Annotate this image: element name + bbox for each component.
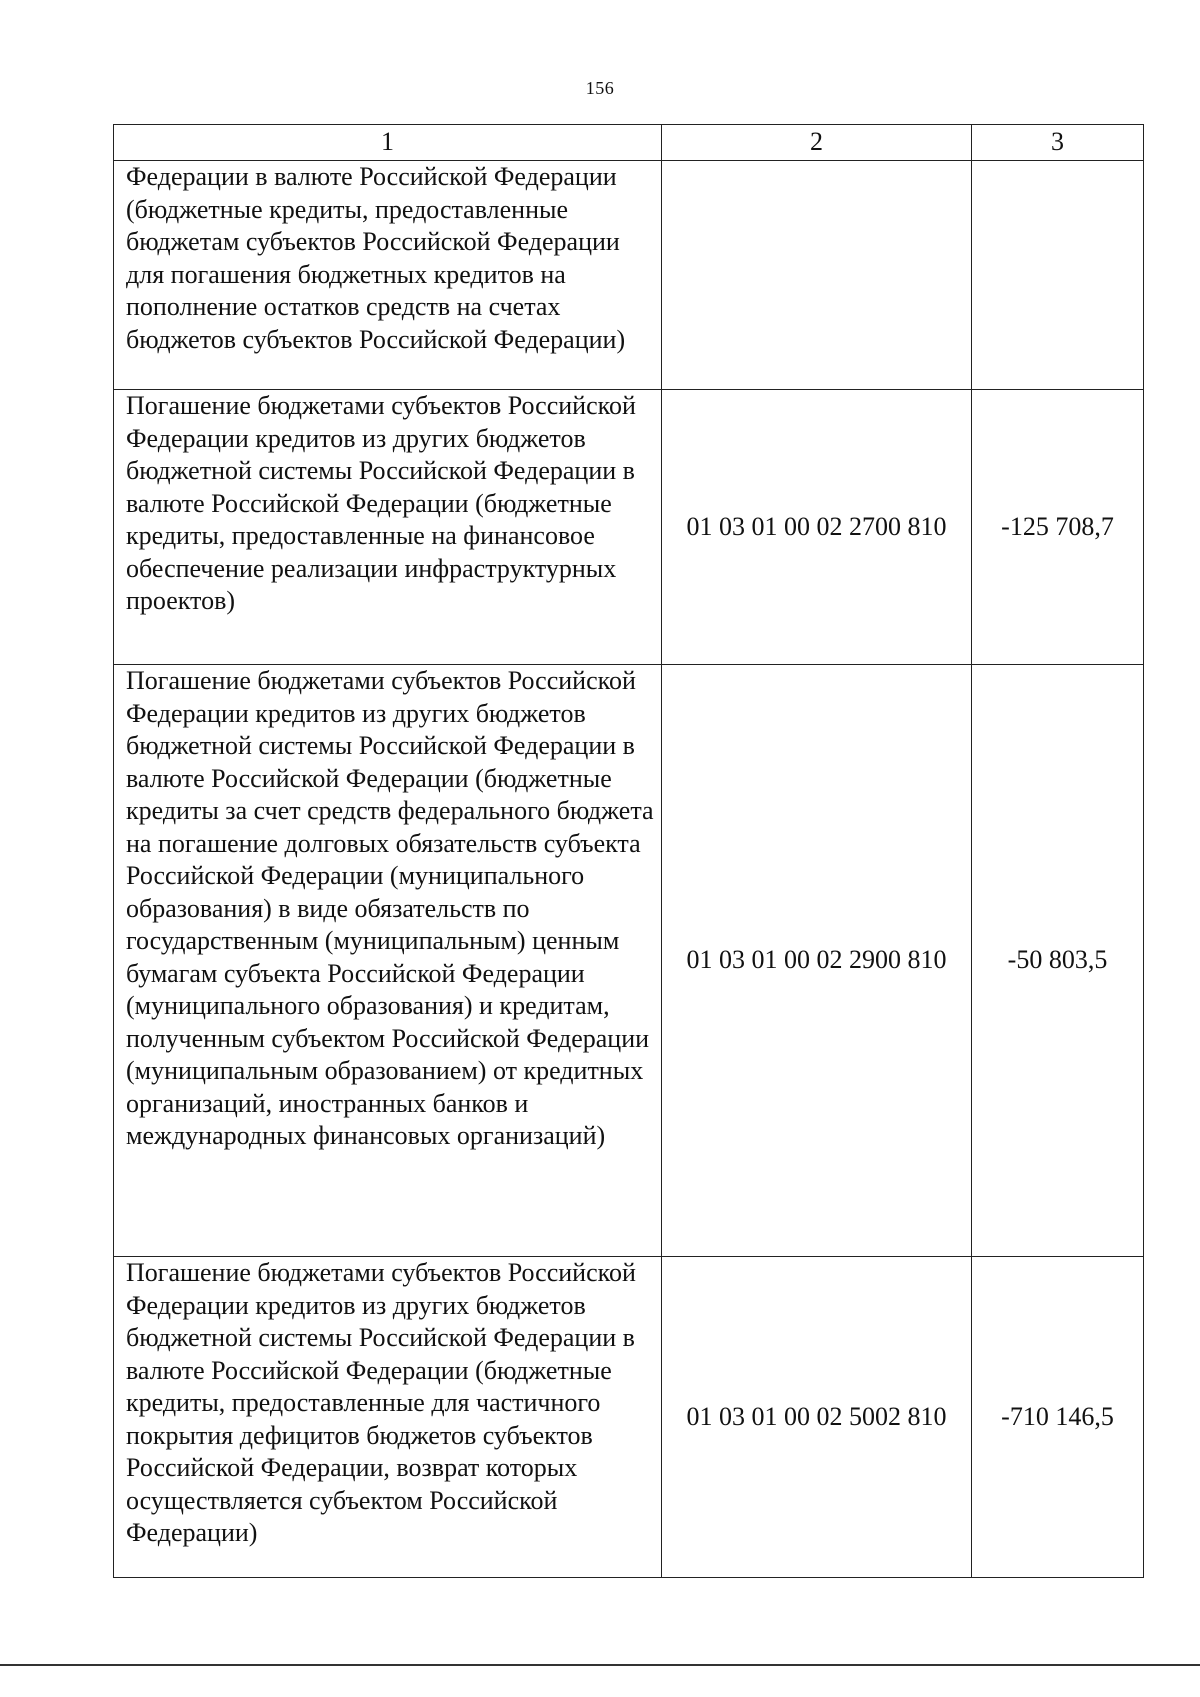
row-amount: -50 803,5 — [972, 665, 1144, 1257]
row-amount: -125 708,7 — [972, 390, 1144, 665]
column-header-1: 1 — [114, 125, 662, 161]
row-description: Погашение бюджетами субъектов Российской Федерации кредитов из других бюджетов бюджетной системы Российской Федерации в валюте Российской Федерации (бюджетные кредиты, предоставленные на финансовое обеспечение реализации инфраструктурных проектов) — [114, 390, 662, 665]
table-row — [114, 161, 1144, 390]
row-description: Погашение бюджетами субъектов Российской Федерации кредитов из других бюджетов бюджетной системы Российской Федерации в валюте Российской Федерации (бюджетные кредиты за счет средств федерального бюджета на погашение долговых обязательств субъекта Российской Федерации (муниципального образования) в виде обязательств по государственным (муниципальным) ценным бумагам субъекта Российской Федерации (муниципального образования) и кредитам, полученным субъектом Российской Федерации (муниципальным образованием) от кредитных организаций, иностранных банков и международных финансовых организаций) — [114, 665, 662, 1257]
row-description: Федерации в валюте Российской Федерации (бюджетные кредиты, предоставленные бюджетам субъектов Российской Федерации для погашения бюджетных кредитов на пополнение остатков средств на счетах бюджетов субъектов Российской Федерации) — [114, 161, 662, 390]
page-number: 156 — [585, 78, 615, 98]
footer-divider — [0, 1664, 1200, 1666]
table-row — [114, 390, 1144, 665]
row-code: 01 03 01 00 02 2700 810 — [662, 390, 972, 665]
column-header-3: 3 — [972, 125, 1144, 161]
row-amount — [972, 161, 1144, 390]
table-row — [114, 1257, 1144, 1578]
table-row — [114, 665, 1144, 1257]
row-code — [662, 161, 972, 390]
row-code: 01 03 01 00 02 5002 810 — [662, 1257, 972, 1578]
column-header-2: 2 — [662, 125, 972, 161]
row-code: 01 03 01 00 02 2900 810 — [662, 665, 972, 1257]
row-description: Погашение бюджетами субъектов Российской Федерации кредитов из других бюджетов бюджетной системы Российской Федерации в валюте Российской Федерации (бюджетные кредиты, предоставленные для частичного покрытия дефицитов бюджетов субъектов Российской Федерации, возврат которых осуществляется субъектом Российской Федерации) — [114, 1257, 662, 1578]
budget-table — [113, 124, 1144, 1578]
row-amount: -710 146,5 — [972, 1257, 1144, 1578]
table-header-row — [114, 125, 1144, 161]
